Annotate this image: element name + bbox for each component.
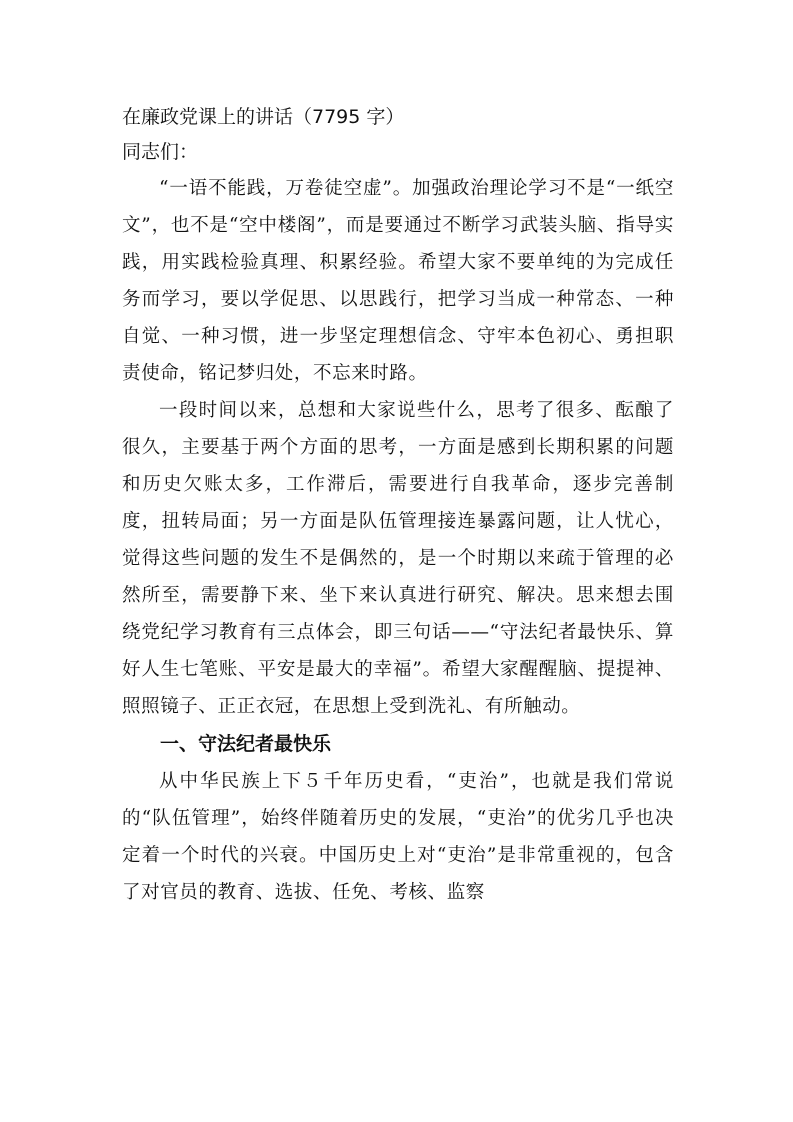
document-body xyxy=(122,100,674,911)
salutation: 同志们： xyxy=(122,141,199,163)
section-1-paragraph: 从中华民族上下５千年历史看，“吏治”，也就是我们常说的“队伍管理”，始终伴随着历史的发展，“吏治”的优劣几乎也决定着一个时代的兴衰。中国历史上对“吏治”是非常重视的，包含了对官员的教育、选拔、任免、考核、监察 xyxy=(122,771,674,903)
paragraph-2: 一段时间以来，总想和大家说些什么，思考了很多、酝酿了很久，主要基于两个方面的思考，一方面是感到长期积累的问题和历史欠账太多，工作滞后，需要进行自我革命，逐步完善制度，扭转局面；另一方面是队伍管理接连暴露问题，让人忧心，觉得这些问题的发生不是偶然的，是一个时期以来疏于管理的必然所至，需要静下来、坐下来认真进行研究、解决。思来想去围绕党纪学习教育有三点体会，即三句话——“守法纪者最快乐、算好人生七笔账、平安是最大的幸福”。希望大家醒醒脑、提提神、照照镜子、正正衣冠，在思想上受到洗礼、有所触动。 xyxy=(122,400,674,717)
paragraph-1: “一语不能践，万卷徒空虚”。加强政治理论学习不是“一纸空文”，也不是“空中楼阁”，而是要通过不断学习武装头脑、指导实践，用实践检验真理、积累经验。希望大家不要单纯的为完成任务而学习，要以学促思、以思践行，把学习当成一种常态、一种自觉、一种习惯，进一步坚定理想信念、守牢本色初心、勇担职责使命，铭记梦归处，不忘来时路。 xyxy=(122,178,674,384)
section-heading-1: 一、守法纪者最快乐 xyxy=(160,733,332,755)
document-title: 在廉政党课上的讲话（7795 字） xyxy=(122,106,405,128)
